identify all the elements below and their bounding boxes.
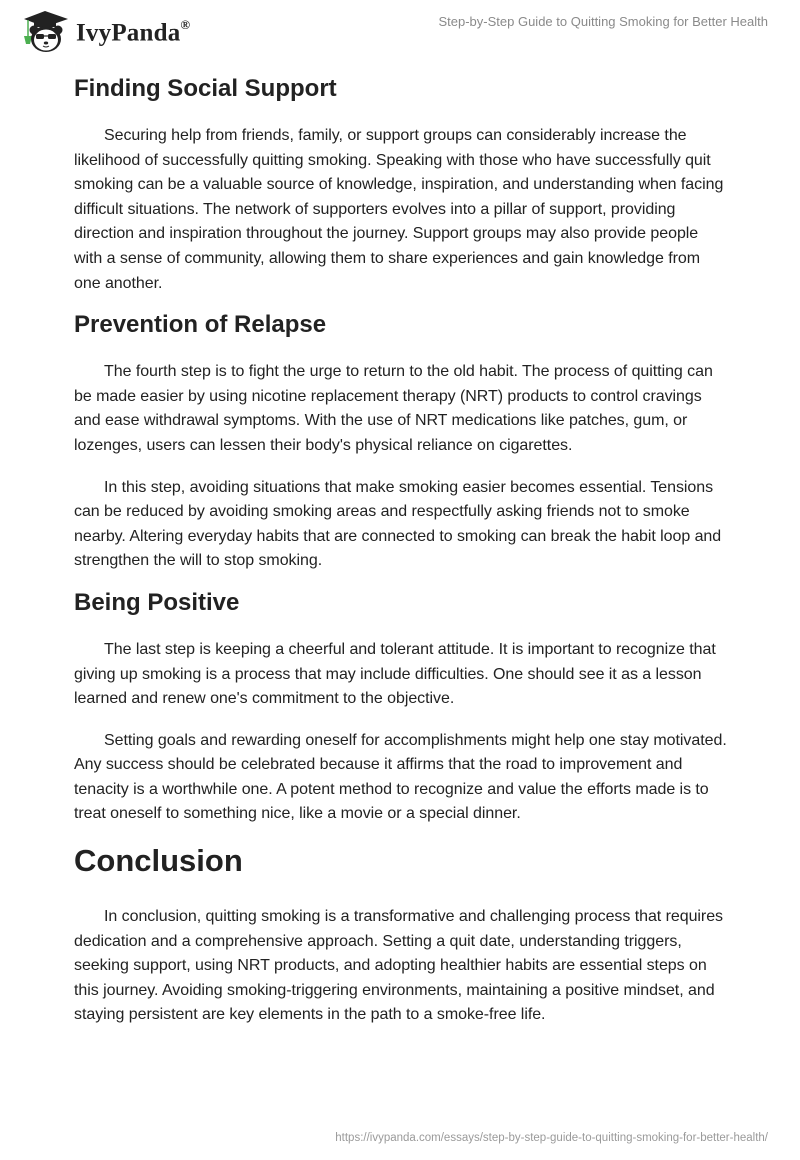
section-conclusion <box>74 843 730 1028</box>
page-header <box>0 0 800 56</box>
panda-graduate-icon <box>16 8 74 54</box>
paragraph: Setting goals and rewarding oneself for accomplishments might help one stay motivated. Any success should be celebrated because it affirms that the road to improvement and tenacity is a worthwhile one. A potent method to recognize and value the efforts made is to treat oneself to something nice, like a movie or a special dinner. <box>74 731 727 823</box>
section-prevention-of-relapse <box>74 310 730 574</box>
paragraph: The last step is keeping a cheerful and tolerant attitude. It is important to recognize that giving up smoking is a process that may include difficulties. One should see it as a lesson learned and renew one's commitment to the objective. <box>74 640 716 708</box>
section-being-positive <box>74 588 730 827</box>
document-title: Step-by-Step Guide to Quitting Smoking for Better Health <box>438 14 768 29</box>
paragraph: In this step, avoiding situations that make smoking easier becomes essential. Tensions can be reduced by avoiding smoking areas and respectfully asking friends not to smoke nearby. Altering everyday habits that are connected to smoking can break the habit loop and strengthen the will to stop smoking. <box>74 478 722 570</box>
section-heading: Prevention of Relapse <box>74 311 327 339</box>
ivypanda-logo[interactable] <box>16 8 190 54</box>
registered-mark: ® <box>180 16 191 32</box>
paragraph: The fourth step is to fight the urge to return to the old habit. The process of quitting can be made easier by using nicotine replacement therapy (NRT) products to control cravings and ease withdrawal symptoms. With the use of NRT medications like patches, gum, or lozenges, users can lessen their body's physical reliance on cigarettes. <box>74 363 713 454</box>
conclusion-heading: Conclusion <box>74 843 243 879</box>
source-url[interactable]: https://ivypanda.com/essays/step-by-step-guide-to-quitting-smoking-for-better-health/ <box>335 1132 768 1144</box>
section-heading: Being Positive <box>74 588 240 616</box>
paragraph: Securing help from friends, family, or support groups can considerably increase the likelihood of successfully quitting smoking. Speaking with those who have successfully quit smoking can be a valuable source of knowledge, inspiration, and understanding when facing difficult situations. The network of supporters evolves into a pillar of support, providing direction and inspiration throughout the journey. Support groups may also provide people with a sense of community, allowing them to share experiences and gain knowledge from one another. <box>74 127 724 292</box>
paragraph: In conclusion, quitting smoking is a transformative and challenging process that requires dedication and a comprehensive approach. Setting a quit date, understanding triggers, seeking support, using NRT products, and adopting healthier habits are essential steps on this journey. Avoiding smoking-triggering environments, maintaining a positive mindset, and staying persistent are key elements in the path to a smoke-free life. <box>74 908 723 1024</box>
section-heading: Finding Social Support <box>74 75 337 102</box>
brand-name: IvyPanda® <box>76 16 191 47</box>
section-finding-social-support <box>74 74 730 296</box>
essay-body <box>74 74 730 1028</box>
